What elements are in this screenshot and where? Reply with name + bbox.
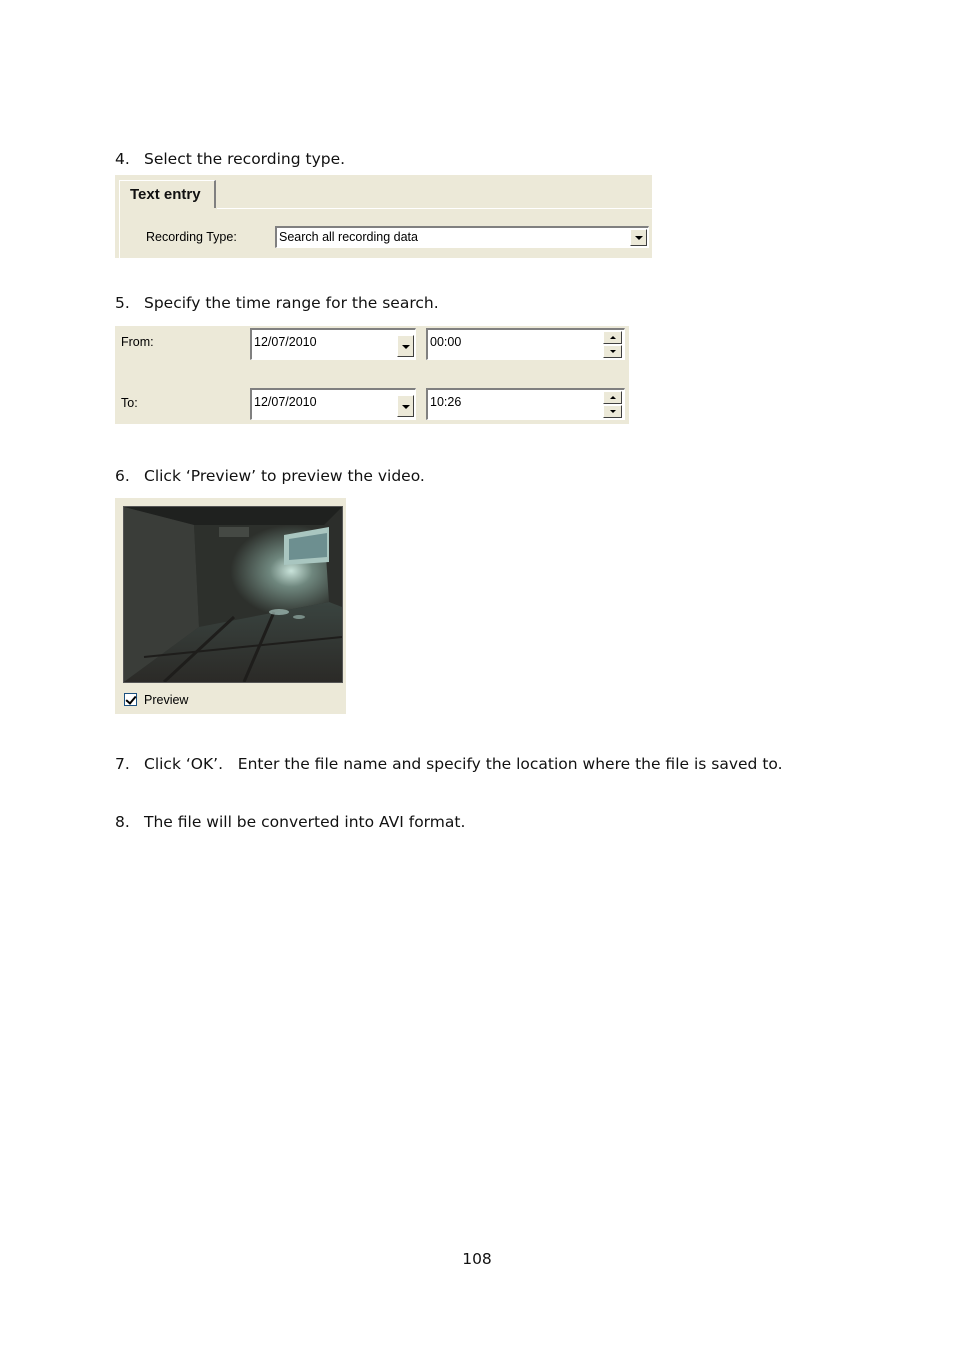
step-text: Click ‘OK’. Enter the file name and specify the location where the file is saved to. xyxy=(144,755,783,773)
step-text: The file will be converted into AVI format. xyxy=(144,813,466,831)
preview-checkbox[interactable] xyxy=(124,693,137,706)
chevron-down-icon[interactable] xyxy=(397,395,414,417)
from-time-spinner[interactable] xyxy=(426,328,625,360)
arrow-up-icon[interactable] xyxy=(603,331,622,344)
recording-type-value: Search all recording data xyxy=(279,230,418,244)
from-date-picker[interactable] xyxy=(250,328,416,360)
recording-type-panel xyxy=(115,175,652,258)
to-time-value: 10:26 xyxy=(430,395,462,409)
chevron-down-icon[interactable] xyxy=(630,229,647,246)
step-6 xyxy=(115,466,425,486)
preview-video-frame xyxy=(123,506,343,683)
chevron-down-icon[interactable] xyxy=(397,335,414,357)
step-number: 6. xyxy=(115,467,130,485)
step-4 xyxy=(115,149,345,169)
step-text: Click ‘Preview’ to preview the video. xyxy=(144,467,425,485)
step-text: Specify the time range for the search. xyxy=(144,294,439,312)
step-number: 5. xyxy=(115,294,130,312)
tab-text-entry[interactable]: Text entry xyxy=(119,180,216,208)
arrow-down-icon[interactable] xyxy=(603,405,622,418)
spin-buttons xyxy=(603,331,622,359)
to-time-spinner[interactable] xyxy=(426,388,625,420)
step-number: 7. xyxy=(115,755,130,773)
page-number: 108 xyxy=(462,1250,492,1268)
preview-panel xyxy=(115,498,346,714)
step-text: Select the recording type. xyxy=(144,150,346,168)
tab-divider xyxy=(217,208,652,209)
to-date-picker[interactable] xyxy=(250,388,416,420)
arrow-up-icon[interactable] xyxy=(603,391,622,404)
step-7 xyxy=(115,754,783,774)
from-time-value: 00:00 xyxy=(430,335,462,349)
recording-type-label: Recording Type: xyxy=(146,230,237,244)
to-label: To: xyxy=(121,396,138,410)
step-number: 8. xyxy=(115,813,130,831)
to-date-value: 12/07/2010 xyxy=(254,395,317,409)
camera-view-image xyxy=(124,507,342,682)
arrow-down-icon[interactable] xyxy=(603,345,622,358)
step-5 xyxy=(115,293,439,313)
from-label: From: xyxy=(121,335,154,349)
recording-type-select[interactable] xyxy=(275,226,649,248)
from-date-value: 12/07/2010 xyxy=(254,335,317,349)
spin-buttons xyxy=(603,391,622,419)
step-number: 4. xyxy=(115,150,130,168)
preview-checkbox-label[interactable]: Preview xyxy=(144,693,189,707)
step-8 xyxy=(115,812,465,832)
time-range-panel xyxy=(115,326,629,424)
